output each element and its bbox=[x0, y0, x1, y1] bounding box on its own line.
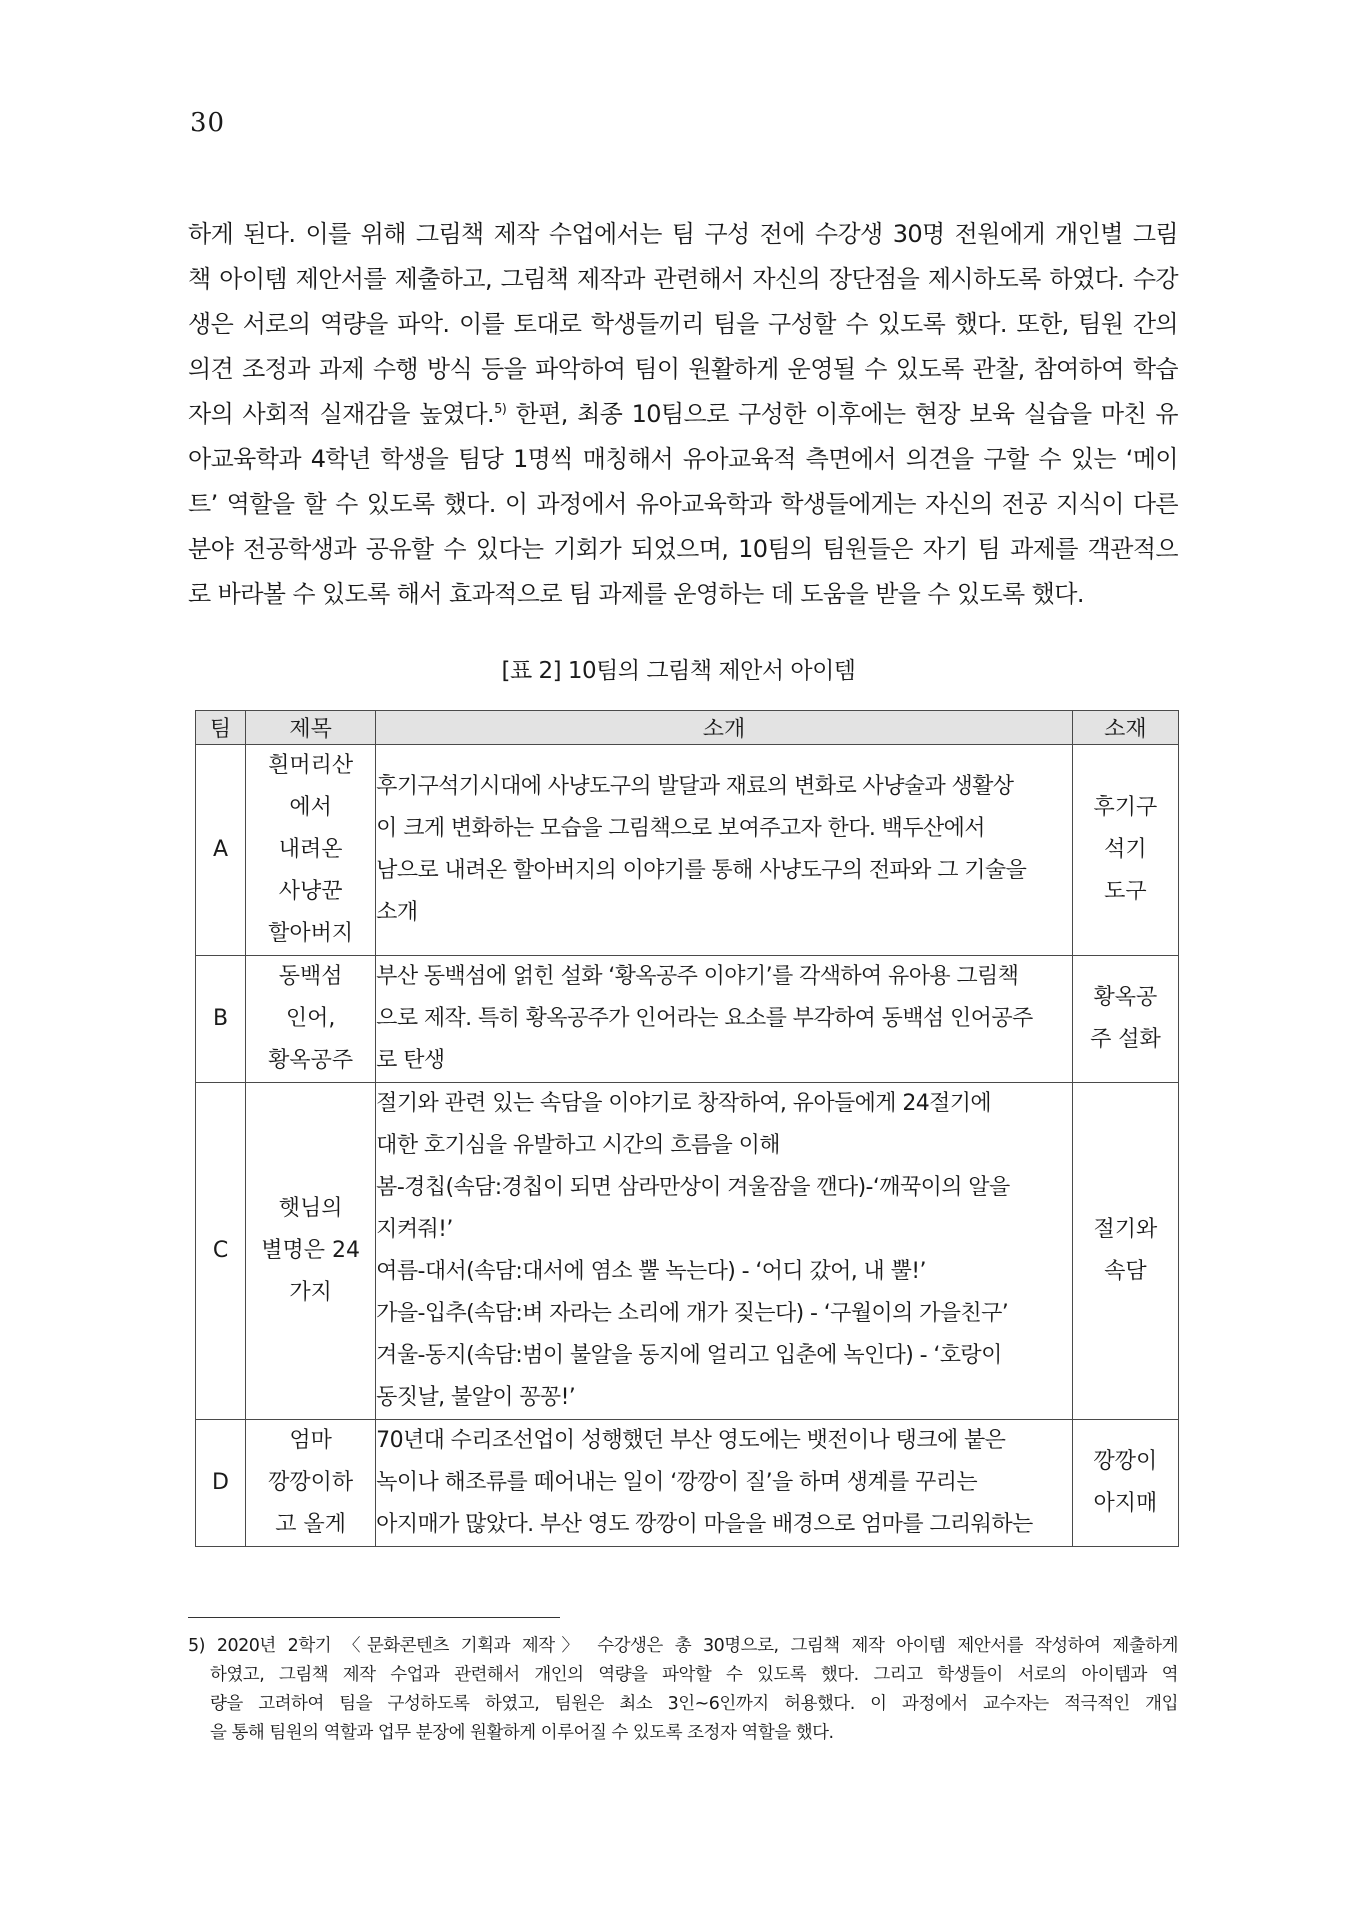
body-line: 하게 된다. 이를 위해 그림책 제작 수업에서는 팀 구성 전에 수강생 30명 전원에게 개인별 그림 bbox=[188, 220, 1178, 248]
cell-title-line: 별명은 24 bbox=[261, 1238, 360, 1263]
body-paragraph bbox=[188, 212, 1178, 617]
cell-intro bbox=[376, 956, 1073, 1083]
cell-intro-line: 소개 bbox=[376, 900, 418, 925]
footnote-line: 5) 2020년 2학기 〈문화콘텐츠 기획과 제작〉 수강생은 총 30명으로, 그림책 제작 아이템 제안서를 작성하여 제출하게 bbox=[188, 1636, 1178, 1656]
body-line-segment: 자의 사회적 실재감을 높였다. bbox=[188, 400, 495, 428]
cell-team: C bbox=[196, 1083, 246, 1420]
header-title: 제목 bbox=[246, 711, 376, 745]
body-line: 책 아이템 제안서를 제출하고, 그림책 제작과 관련해서 자신의 장단점을 제시하도록 하였다. 수강 bbox=[188, 265, 1178, 293]
cell-team: D bbox=[196, 1420, 246, 1547]
header-team: 팀 bbox=[196, 711, 246, 745]
body-line bbox=[188, 392, 1178, 437]
footnote bbox=[188, 1632, 1178, 1748]
body-line: 의견 조정과 과제 수행 방식 등을 파악하여 팀이 원활하게 운영될 수 있도록 관찰, 참여하여 학습 bbox=[188, 355, 1178, 383]
cell-intro-line: 여름-대서(속담:대서에 염소 뿔 녹는다) - ‘어디 갔어, 내 뿔!’ bbox=[376, 1259, 926, 1284]
table-row bbox=[196, 1083, 1179, 1420]
cell-intro-line: 이 크게 변화하는 모습을 그림책으로 보여주고자 한다. 백두산에서 bbox=[376, 816, 985, 841]
table-caption: [표 2] 10팀의 그림책 제안서 아이템 bbox=[501, 658, 856, 684]
cell-intro bbox=[376, 1420, 1073, 1547]
cell-title-line: 고 올게 bbox=[275, 1512, 346, 1537]
cell-intro-line: 으로 제작. 특히 황옥공주가 인어라는 요소를 부각하여 동백섬 인어공주 bbox=[376, 1006, 1033, 1031]
cell-intro-line: 대한 호기심을 유발하고 시간의 흐름을 이해 bbox=[376, 1133, 780, 1158]
cell-intro-line: 로 탄생 bbox=[376, 1048, 445, 1073]
cell-material-line: 속담 bbox=[1104, 1259, 1147, 1284]
cell-material bbox=[1072, 1420, 1178, 1547]
body-line-segment: 한편, 최종 10팀으로 구성한 이후에는 현장 보육 실습을 마친 유 bbox=[506, 400, 1179, 428]
footnote-line: 하였고, 그림책 제작 수업과 관련해서 개인의 역량을 파악할 수 있도록 했다. 그리고 학생들이 서로의 아이템과 역 bbox=[210, 1665, 1178, 1685]
body-line: 생은 서로의 역량을 파악. 이를 토대로 학생들끼리 팀을 구성할 수 있도록 했다. 또한, 팀원 간의 bbox=[188, 310, 1178, 338]
table-row bbox=[196, 956, 1179, 1083]
body-line: 아교육학과 4학년 학생을 팀당 1명씩 매칭해서 유아교육적 측면에서 의견을 구할 수 있는 ‘메이 bbox=[188, 445, 1178, 473]
cell-intro-line: 남으로 내려온 할아버지의 이야기를 통해 사냥도구의 전파와 그 기술을 bbox=[376, 858, 1027, 883]
cell-material-line: 황옥공 bbox=[1093, 985, 1158, 1010]
cell-title-line: 인어, bbox=[285, 1006, 336, 1031]
cell-intro-line: 봄-경칩(속담:경칩이 되면 삼라만상이 겨울잠을 깬다)-‘깨꾹이의 알을 bbox=[376, 1175, 1010, 1200]
cell-material bbox=[1072, 745, 1178, 956]
cell-title-line: 가지 bbox=[289, 1280, 332, 1305]
cell-title-line: 동백섬 bbox=[278, 964, 343, 989]
cell-intro-line: 부산 동백섬에 얽힌 설화 ‘황옥공주 이야기’를 각색하여 유아용 그림책 bbox=[376, 964, 1019, 989]
cell-title-line: 엄마 bbox=[289, 1428, 332, 1453]
cell-material-line: 절기와 bbox=[1093, 1217, 1158, 1242]
cell-title-line: 깡깡이하 bbox=[268, 1470, 354, 1495]
cell-title-line: 흰머리산 bbox=[268, 753, 354, 778]
cell-title-line: 햇님의 bbox=[278, 1196, 343, 1221]
cell-material-line: 주 설화 bbox=[1090, 1027, 1161, 1052]
cell-material-line: 깡깡이 bbox=[1093, 1449, 1158, 1474]
cell-title bbox=[246, 956, 376, 1083]
cell-material bbox=[1072, 956, 1178, 1083]
footnote-line: 을 통해 팀원의 역할과 업무 분장에 원활하게 이루어질 수 있도록 조정자 역할을 했다. bbox=[210, 1723, 834, 1743]
cell-intro-line: 겨울-동지(속담:범이 불알을 동지에 얼리고 입춘에 녹인다) - ‘호랑이 bbox=[376, 1343, 1002, 1368]
cell-title bbox=[246, 745, 376, 956]
cell-intro-line: 가을-입추(속담:벼 자라는 소리에 개가 짖는다) - ‘구월이의 가을친구’ bbox=[376, 1301, 1009, 1326]
footnote-line: 량을 고려하여 팀을 구성하도록 하였고, 팀원은 최소 3인~6인까지 허용했다. 이 과정에서 교수자는 적극적인 개입 bbox=[210, 1694, 1178, 1714]
page-number: 30 bbox=[190, 108, 226, 138]
cell-material-line: 석기 bbox=[1104, 837, 1147, 862]
table-header-row bbox=[196, 711, 1179, 745]
footnote-reference: 5) bbox=[494, 402, 507, 417]
table-row bbox=[196, 1420, 1179, 1547]
cell-team: A bbox=[196, 745, 246, 956]
cell-intro-line: 절기와 관련 있는 속담을 이야기로 창작하여, 유아들에게 24절기에 bbox=[376, 1091, 992, 1116]
cell-intro-line: 아지매가 많았다. 부산 영도 깡깡이 마을을 배경으로 엄마를 그리워하는 bbox=[376, 1512, 1033, 1537]
cell-intro-line: 후기구석기시대에 사냥도구의 발달과 재료의 변화로 사냥술과 생활상 bbox=[376, 774, 1014, 799]
cell-title-line: 내려온 bbox=[278, 837, 343, 862]
header-material: 소재 bbox=[1072, 711, 1178, 745]
cell-title bbox=[246, 1420, 376, 1547]
body-line: 로 바라볼 수 있도록 해서 효과적으로 팀 과제를 운영하는 데 도움을 받을 수 있도록 했다. bbox=[188, 580, 1084, 608]
cell-material bbox=[1072, 1083, 1178, 1420]
cell-intro-line: 70년대 수리조선업이 성행했던 부산 영도에는 뱃전이나 탱크에 붙은 bbox=[376, 1428, 1006, 1453]
cell-intro bbox=[376, 1083, 1073, 1420]
cell-intro bbox=[376, 745, 1073, 956]
cell-title bbox=[246, 1083, 376, 1420]
cell-team: B bbox=[196, 956, 246, 1083]
cell-intro-line: 동짓날, 불알이 꽁꽁!’ bbox=[376, 1385, 576, 1410]
cell-material-line: 도구 bbox=[1104, 879, 1147, 904]
table-row bbox=[196, 745, 1179, 956]
cell-title-line: 에서 bbox=[289, 795, 332, 820]
footnote-divider bbox=[188, 1617, 560, 1618]
cell-title-line: 할아버지 bbox=[268, 921, 354, 946]
table-body bbox=[196, 745, 1179, 1547]
cell-intro-line: 녹이나 해조류를 떼어내는 일이 ‘깡깡이 질’을 하며 생계를 꾸리는 bbox=[376, 1470, 978, 1495]
cell-material-line: 후기구 bbox=[1093, 795, 1158, 820]
body-line: 트’ 역할을 할 수 있도록 했다. 이 과정에서 유아교육학과 학생들에게는 자신의 전공 지식이 다른 bbox=[188, 490, 1178, 518]
cell-intro-line: 지켜줘!’ bbox=[376, 1217, 453, 1242]
cell-title-line: 황옥공주 bbox=[268, 1048, 354, 1073]
items-table bbox=[195, 710, 1179, 1547]
header-intro: 소개 bbox=[376, 711, 1073, 745]
body-line: 분야 전공학생과 공유할 수 있다는 기회가 되었으며, 10팀의 팀원들은 자기 팀 과제를 객관적으 bbox=[188, 535, 1178, 563]
cell-material-line: 아지매 bbox=[1093, 1491, 1158, 1516]
cell-title-line: 사냥꾼 bbox=[278, 879, 343, 904]
